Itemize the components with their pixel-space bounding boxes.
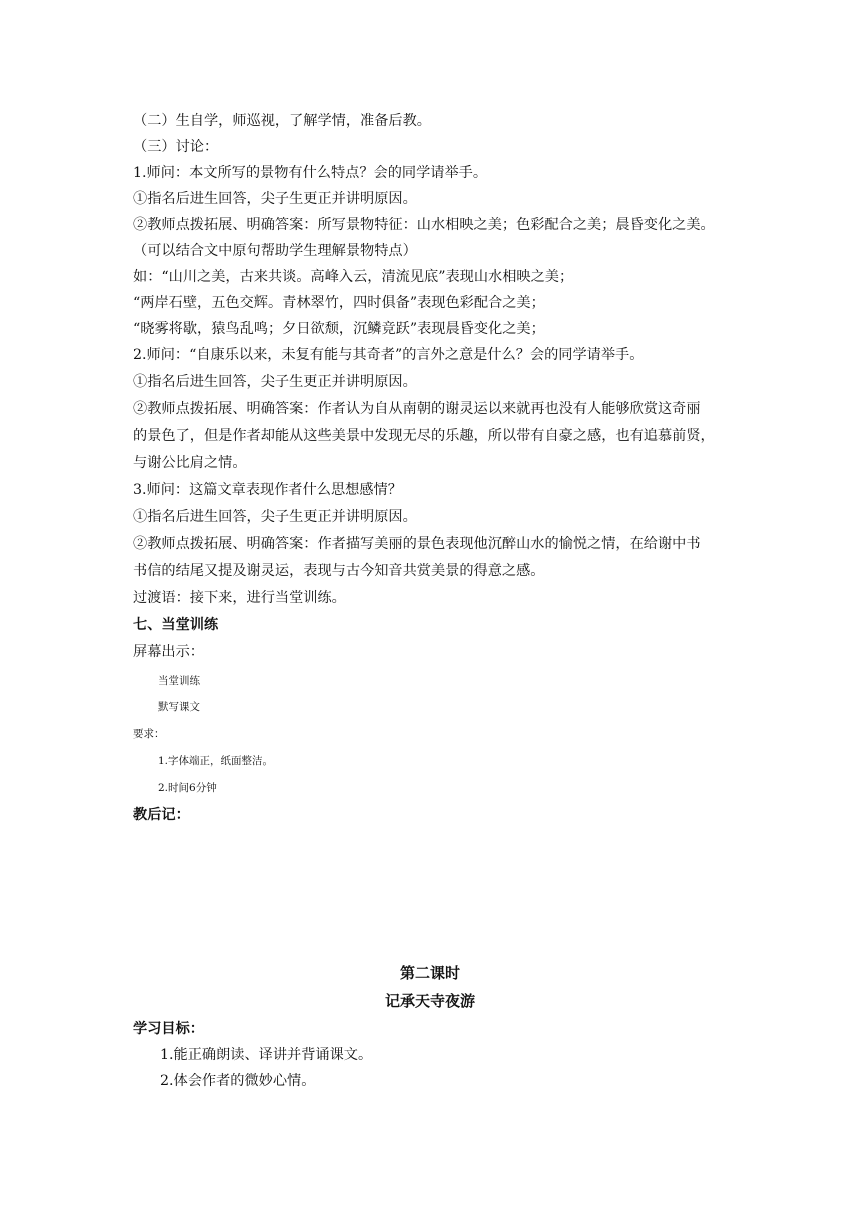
text-line: 如：“山川之美，古来共谈。高峰入云，清流见底”表现山水相映之美；: [133, 269, 574, 285]
text-line: ②教师点拨拓展、明确答案：作者认为自从南朝的谢灵运以来就再也没有人能够欣赏这奇丽: [133, 401, 701, 417]
text-line: （三）讨论：: [133, 139, 219, 155]
text-line: 书信的结尾又提及谢灵运，表现与古今知音共赏美景的得意之感。: [133, 563, 545, 579]
text-line: （可以结合文中原句帮助学生理解景物特点）: [133, 243, 417, 259]
text-line: “晓雾将歇，猿鸟乱鸣；夕日欲颓，沉鳞竞跃”表现晨昏变化之美；: [133, 321, 545, 337]
text-line: ①指名后进生回答，尖子生更正并讲明原因。: [133, 374, 417, 390]
section-heading: 七、当堂训练: [133, 617, 219, 633]
text-line: 过渡语：接下来，进行当堂训练。: [133, 590, 346, 606]
goals-label: 学习目标：: [133, 1021, 204, 1037]
text-line: ①指名后进生回答，尖子生更正并讲明原因。: [133, 509, 417, 525]
text-line: ②教师点拨拓展、明确答案：所写景物特征：山水相映之美；色彩配合之美；晨昏变化之美。: [133, 217, 715, 233]
requirement-item: 1.字体端正，纸面整洁。: [158, 755, 274, 767]
requirement-label: 要求：: [133, 728, 165, 740]
text-line: 3.师问：这篇文章表现作者什么思想感情？: [133, 482, 402, 498]
lesson-title: 第二课时: [399, 964, 460, 982]
lesson-subtitle: 记承天寺夜游: [384, 992, 475, 1010]
requirement-item: 2.时间6分钟: [158, 782, 217, 794]
screen-label: 屏幕出示：: [133, 644, 204, 660]
text-line: “两岸石壁，五色交辉。青林翠竹，四时俱备”表现色彩配合之美；: [133, 295, 545, 311]
goal-item: 1.能正确朗读、译讲并背诵课文。: [160, 1047, 373, 1063]
text-line: 2.师问：“自康乐以来，未复有能与其奇者”的言外之意是什么？会的同学请举手。: [133, 347, 644, 363]
goal-item: 2.体会作者的微妙心情。: [160, 1073, 316, 1089]
text-line: （二）生自学，师巡视，了解学情，准备后教。: [133, 113, 431, 129]
text-line: ①指名后进生回答，尖子生更正并讲明原因。: [133, 191, 417, 207]
text-line: 1.师问：本文所写的景物有什么特点？会的同学请举手。: [133, 165, 488, 181]
text-line: 与谢公比肩之情。: [133, 455, 247, 471]
screen-item: 默写课文: [158, 701, 200, 713]
screen-item: 当堂训练: [158, 675, 200, 687]
text-line: 的景色了，但是作者却能从这些美景中发现无尽的乐趣，所以带有自豪之感，也有追慕前贤，: [133, 428, 715, 444]
after-class-note: 教后记：: [133, 807, 190, 823]
text-line: ②教师点拨拓展、明确答案：作者描写美丽的景色表现他沉醉山水的愉悦之情，在给谢中书: [133, 536, 701, 552]
